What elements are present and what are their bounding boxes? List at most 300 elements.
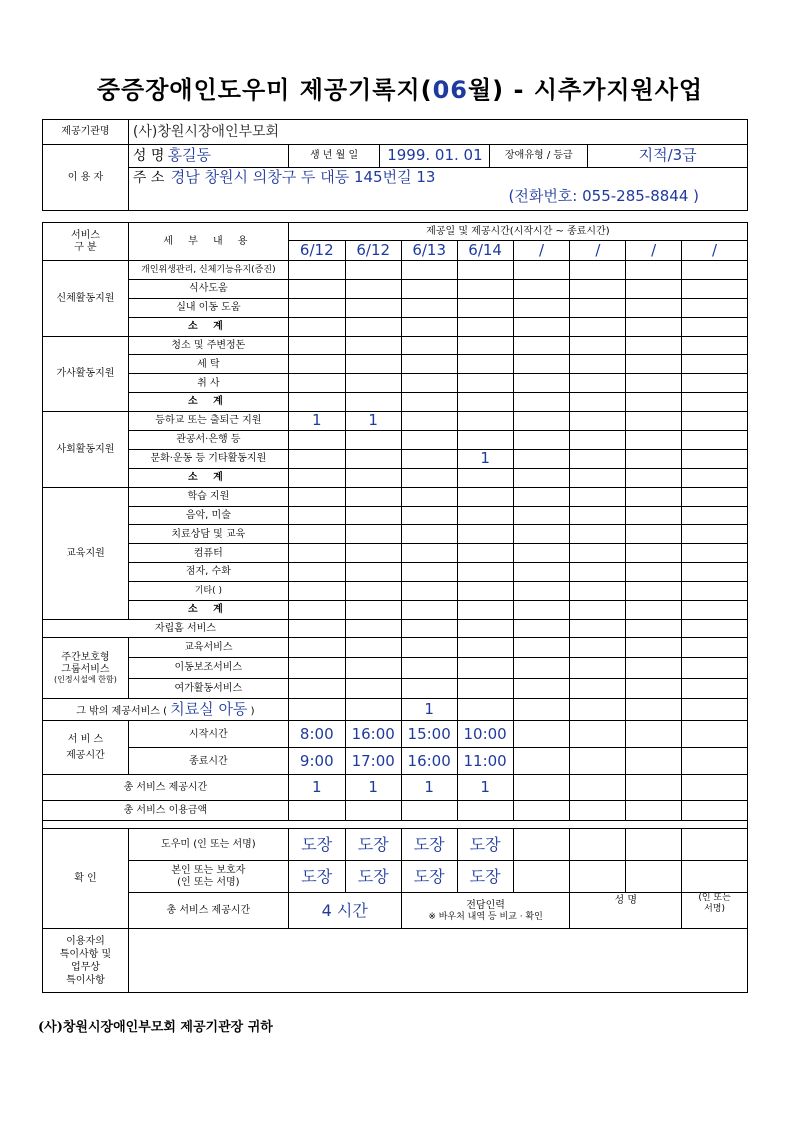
subtotal-cell [513, 393, 570, 412]
subtotal-cell [682, 317, 748, 336]
value-cell [288, 525, 345, 544]
value-cell [345, 374, 401, 393]
value-cell [682, 829, 748, 861]
value-cell [513, 619, 570, 637]
value-cell [401, 563, 457, 582]
table-row [43, 658, 748, 679]
value-cell [570, 525, 626, 544]
table-row [43, 261, 748, 280]
table-row [43, 861, 748, 893]
value-cell [626, 861, 682, 893]
value-cell: 1 [345, 775, 401, 801]
value-cell [457, 355, 513, 374]
value-cell [682, 525, 748, 544]
value-cell [345, 801, 401, 821]
value-cell [345, 431, 401, 450]
table-row [43, 829, 748, 861]
value-cell [457, 412, 513, 431]
detail-item: 실내 이동 도움 [128, 298, 288, 317]
value-cell [288, 336, 345, 355]
value-cell [513, 525, 570, 544]
page-title: 중증장애인도우미 제공기록지(06월) - 시추가지원사업 [96, 76, 704, 104]
phone-value: (전화번호: 055-285-8844 ) [508, 187, 699, 206]
value-cell [288, 431, 345, 450]
service-group-label: 가사활동지원 [43, 336, 129, 412]
subtotal-cell [626, 468, 682, 487]
value-cell [457, 699, 513, 721]
value-cell [401, 449, 457, 468]
subtotal-cell [626, 317, 682, 336]
value-cell [457, 506, 513, 525]
value-cell: 1 [288, 775, 345, 801]
transfer-cell [401, 893, 570, 929]
value-cell [401, 336, 457, 355]
detail-item: 취 사 [128, 374, 288, 393]
value-cell [457, 261, 513, 280]
detail-item: 학습 지원 [128, 487, 288, 506]
value-cell [401, 298, 457, 317]
confirm-total-label: 총 서비스 제공시간 [128, 893, 288, 929]
value-cell [626, 678, 682, 699]
value-cell [401, 544, 457, 563]
value-cell [570, 619, 626, 637]
total-amount-label: 총 서비스 이용금액 [43, 801, 289, 821]
value-cell [345, 506, 401, 525]
value-cell [513, 678, 570, 699]
value-cell [626, 298, 682, 317]
value-cell [513, 721, 570, 748]
value-cell [682, 355, 748, 374]
value-cell [345, 637, 401, 658]
subtotal-cell [570, 393, 626, 412]
service-type-header: 서비스 구 분 [43, 223, 129, 261]
detail-item: 점자, 수화 [128, 563, 288, 582]
value-cell [570, 699, 626, 721]
value-cell [457, 298, 513, 317]
value-cell [682, 412, 748, 431]
stamp-cell: 도장 [345, 829, 401, 861]
value-cell [626, 449, 682, 468]
value-cell [457, 678, 513, 699]
table-row [43, 801, 748, 821]
subtotal-cell [457, 393, 513, 412]
value-cell [513, 355, 570, 374]
subtotal-cell [457, 601, 513, 620]
header-table [42, 119, 748, 211]
user-label: 이 용 자 [43, 145, 129, 211]
sign-label: 성 명 [570, 893, 682, 929]
value-cell [682, 801, 748, 821]
value-cell [626, 525, 682, 544]
footer-text: (사)창원시장애인부모회 제공기관장 귀하 [38, 1020, 273, 1035]
date-header: 6/13 [401, 241, 457, 261]
detail-item: 개인위생관리, 신체기능유지(증진) [128, 261, 288, 280]
value-cell [626, 355, 682, 374]
value-cell [513, 582, 570, 601]
subtotal-cell [401, 468, 457, 487]
value-cell [513, 298, 570, 317]
value-cell [288, 355, 345, 374]
detail-item: 음악, 미술 [128, 506, 288, 525]
value-cell [626, 487, 682, 506]
value-cell [626, 658, 682, 679]
subtotal-cell [457, 468, 513, 487]
detail-item: 컴퓨터 [128, 544, 288, 563]
value-cell [570, 829, 626, 861]
value-cell [513, 336, 570, 355]
subtotal-cell [570, 468, 626, 487]
stamp-cell: 도장 [288, 861, 345, 893]
value-cell [345, 487, 401, 506]
table-row [43, 468, 748, 487]
detail-item: 이동보조서비스 [128, 658, 288, 679]
subtotal-cell [401, 601, 457, 620]
service-group-label: 신체활동지원 [43, 261, 129, 337]
table-row [43, 506, 748, 525]
service-time-label: 서 비 스 제공시간 [43, 721, 129, 775]
subtotal-cell [288, 601, 345, 620]
value-cell [513, 544, 570, 563]
table-row [43, 544, 748, 563]
subtotal-cell [513, 468, 570, 487]
value-cell [457, 336, 513, 355]
value-cell [570, 449, 626, 468]
subtotal-label: 소 계 [128, 601, 288, 620]
value-cell [570, 637, 626, 658]
value-cell [626, 412, 682, 431]
value-cell: 1 [345, 412, 401, 431]
date-header: / [682, 241, 748, 261]
table-row [43, 619, 748, 637]
value-cell [682, 861, 748, 893]
value-cell [288, 374, 345, 393]
stamp-cell: 도장 [288, 829, 345, 861]
value-cell [570, 563, 626, 582]
start-time-label: 시작시간 [128, 721, 288, 748]
value-cell [570, 336, 626, 355]
value-cell [288, 487, 345, 506]
value-cell: 1 [288, 412, 345, 431]
detail-item: 식사도움 [128, 279, 288, 298]
value-cell [682, 431, 748, 450]
value-cell [570, 374, 626, 393]
value-cell [682, 279, 748, 298]
remarks-label: 이용자의 특이사항 및 업무상 특이사항 [43, 929, 129, 993]
value-cell [626, 801, 682, 821]
subtotal-cell [626, 601, 682, 620]
value-cell [570, 506, 626, 525]
value-cell [682, 748, 748, 775]
value-cell [513, 829, 570, 861]
value-cell [626, 506, 682, 525]
service-group-label: 교육지원 [43, 487, 129, 619]
value-cell: 10:00 [457, 721, 513, 748]
value-cell [345, 298, 401, 317]
transfer-label: 전담인력 [466, 900, 505, 911]
value-cell [626, 374, 682, 393]
value-cell [513, 487, 570, 506]
remarks-value [128, 929, 747, 993]
table-row [43, 279, 748, 298]
value-cell [401, 412, 457, 431]
value-cell [570, 861, 626, 893]
value-cell [513, 861, 570, 893]
value-cell [288, 449, 345, 468]
value-cell [682, 261, 748, 280]
subtotal-cell [345, 601, 401, 620]
value-cell [513, 506, 570, 525]
subtotal-label: 소 계 [128, 317, 288, 336]
value-cell [457, 374, 513, 393]
subtotal-cell [345, 317, 401, 336]
confirm-total-value: 4 시간 [288, 893, 401, 929]
value-cell: 17:00 [345, 748, 401, 775]
value-cell [570, 801, 626, 821]
value-cell [682, 563, 748, 582]
value-cell [401, 525, 457, 544]
other-label-prefix: 그 밖의 제공서비스 ( [76, 706, 168, 718]
value-cell [401, 355, 457, 374]
agency-value: (사)창원시장애인부모회 [128, 120, 747, 145]
value-cell [457, 619, 513, 637]
value-cell [570, 431, 626, 450]
value-cell [513, 261, 570, 280]
subtotal-cell [288, 393, 345, 412]
table-row [43, 821, 748, 829]
value-cell [682, 699, 748, 721]
value-cell [401, 279, 457, 298]
value-cell [345, 525, 401, 544]
value-cell [626, 544, 682, 563]
value-cell [570, 721, 626, 748]
table-row [43, 336, 748, 355]
detail-header: 세 부 내 용 [128, 223, 288, 261]
value-cell [626, 699, 682, 721]
value-cell [345, 355, 401, 374]
value-cell [288, 637, 345, 658]
value-cell [345, 678, 401, 699]
value-cell [682, 336, 748, 355]
value-cell [513, 748, 570, 775]
value-cell [288, 261, 345, 280]
birth-value: 1999. 01. 01 [380, 145, 490, 168]
value-cell [682, 374, 748, 393]
end-time-label: 종료시간 [128, 748, 288, 775]
transfer-note: ※ 바우처 내역 등 비교 · 확인 [428, 911, 543, 922]
detail-item: 여가활동서비스 [128, 678, 288, 699]
subtotal-cell [288, 468, 345, 487]
stamp-cell: 도장 [457, 829, 513, 861]
stamp-cell: 도장 [401, 829, 457, 861]
value-cell [513, 412, 570, 431]
value-cell [626, 619, 682, 637]
subtotal-cell [345, 393, 401, 412]
value-cell [401, 637, 457, 658]
value-cell [401, 582, 457, 601]
value-cell: 11:00 [457, 748, 513, 775]
helper-sign-label: 도우미 (인 또는 서명) [128, 829, 288, 861]
spacer-row [43, 821, 748, 829]
value-cell [682, 487, 748, 506]
value-cell: 15:00 [401, 721, 457, 748]
value-cell [457, 563, 513, 582]
value-cell [288, 279, 345, 298]
value-cell [345, 544, 401, 563]
value-cell [682, 637, 748, 658]
value-cell [570, 355, 626, 374]
subtotal-cell [682, 468, 748, 487]
table-row [43, 929, 748, 993]
value-cell [570, 298, 626, 317]
value-cell [457, 487, 513, 506]
table-row [43, 223, 748, 241]
value-cell [401, 801, 457, 821]
value-cell [570, 582, 626, 601]
day-group-label [43, 637, 129, 699]
subtotal-cell [682, 393, 748, 412]
value-cell [513, 449, 570, 468]
detail-item: 교육서비스 [128, 637, 288, 658]
value-cell [288, 563, 345, 582]
table-row [43, 487, 748, 506]
value-cell [513, 658, 570, 679]
detail-item: 청소 및 주변정돈 [128, 336, 288, 355]
value-cell [345, 279, 401, 298]
value-cell [626, 431, 682, 450]
value-cell [682, 658, 748, 679]
name-cell: 성 명 홍길동 [128, 145, 288, 168]
value-cell [401, 261, 457, 280]
birth-label: 생 년 월 일 [288, 145, 380, 168]
subtotal-cell [570, 601, 626, 620]
value-cell: 16:00 [345, 721, 401, 748]
other-label-suffix: ) [250, 706, 255, 718]
value-cell [288, 506, 345, 525]
value-cell: 16:00 [401, 748, 457, 775]
stamp-cell: 도장 [401, 861, 457, 893]
value-cell [457, 544, 513, 563]
value-cell [626, 721, 682, 748]
value-cell [401, 487, 457, 506]
other-value: 치료실 아동 [170, 700, 248, 719]
table-row [43, 748, 748, 775]
subtotal-cell [626, 393, 682, 412]
table-row [43, 721, 748, 748]
date-header: 6/14 [457, 241, 513, 261]
subtotal-cell [401, 317, 457, 336]
value-cell [513, 637, 570, 658]
value-cell [682, 721, 748, 748]
value-cell [457, 582, 513, 601]
value-cell [626, 582, 682, 601]
stamp-cell: 도장 [457, 861, 513, 893]
table-row [43, 317, 748, 336]
value-cell: 9:00 [288, 748, 345, 775]
value-cell [570, 658, 626, 679]
table-row [43, 298, 748, 317]
value-cell: 1 [401, 699, 457, 721]
value-cell [288, 658, 345, 679]
subtotal-label: 소 계 [128, 393, 288, 412]
value-cell [626, 637, 682, 658]
confirm-label: 확 인 [43, 829, 129, 929]
detail-item: 치료상담 및 교육 [128, 525, 288, 544]
value-cell [570, 279, 626, 298]
detail-item: 기타( ) [128, 582, 288, 601]
agency-label: 제공기관명 [43, 120, 129, 145]
independent-home-label: 자립홈 서비스 [43, 619, 289, 637]
value-cell [626, 563, 682, 582]
value-cell [457, 658, 513, 679]
value-cell [457, 279, 513, 298]
table-row [43, 678, 748, 699]
value-cell [570, 487, 626, 506]
value-cell [401, 506, 457, 525]
value-cell [288, 619, 345, 637]
provision-header: 제공일 및 제공시간(시작시간 ~ 종료시간) [288, 223, 747, 241]
value-cell [570, 261, 626, 280]
value-cell: 1 [457, 775, 513, 801]
table-row [43, 637, 748, 658]
subtotal-cell [513, 317, 570, 336]
subtotal-cell [288, 317, 345, 336]
value-cell [682, 544, 748, 563]
subtotal-label: 소 계 [128, 468, 288, 487]
detail-item: 세 탁 [128, 355, 288, 374]
table-row [43, 699, 748, 721]
detail-item: 관공서·은행 등 [128, 431, 288, 450]
value-cell [626, 748, 682, 775]
value-cell [513, 563, 570, 582]
address-cell: 주 소 경남 창원시 의창구 두 대동 145번길 13 (전화번호: 055-285-8844 ) [128, 168, 747, 211]
value-cell [626, 829, 682, 861]
date-header: / [570, 241, 626, 261]
table-row [43, 412, 748, 431]
value-cell [513, 431, 570, 450]
value-cell [570, 544, 626, 563]
value-cell: 1 [401, 775, 457, 801]
value-cell [513, 279, 570, 298]
value-cell [401, 678, 457, 699]
table-row [43, 449, 748, 468]
value-cell [457, 525, 513, 544]
value-cell [682, 678, 748, 699]
value-cell [626, 261, 682, 280]
value-cell [345, 619, 401, 637]
value-cell: 8:00 [288, 721, 345, 748]
total-time-label: 총 서비스 제공시간 [43, 775, 289, 801]
value-cell [570, 678, 626, 699]
value-cell [626, 336, 682, 355]
date-header: 6/12 [345, 241, 401, 261]
value-cell [288, 801, 345, 821]
table-row [43, 393, 748, 412]
value-cell [682, 619, 748, 637]
value-cell [288, 699, 345, 721]
value-cell [457, 637, 513, 658]
value-cell [457, 431, 513, 450]
table-row [43, 775, 748, 801]
table-row [43, 374, 748, 393]
table-row [43, 525, 748, 544]
value-cell [626, 775, 682, 801]
value-cell [345, 449, 401, 468]
date-header: / [513, 241, 570, 261]
sign-note: (인 또는 서명) [682, 893, 748, 929]
table-row [43, 582, 748, 601]
value-cell [570, 775, 626, 801]
value-cell [345, 563, 401, 582]
